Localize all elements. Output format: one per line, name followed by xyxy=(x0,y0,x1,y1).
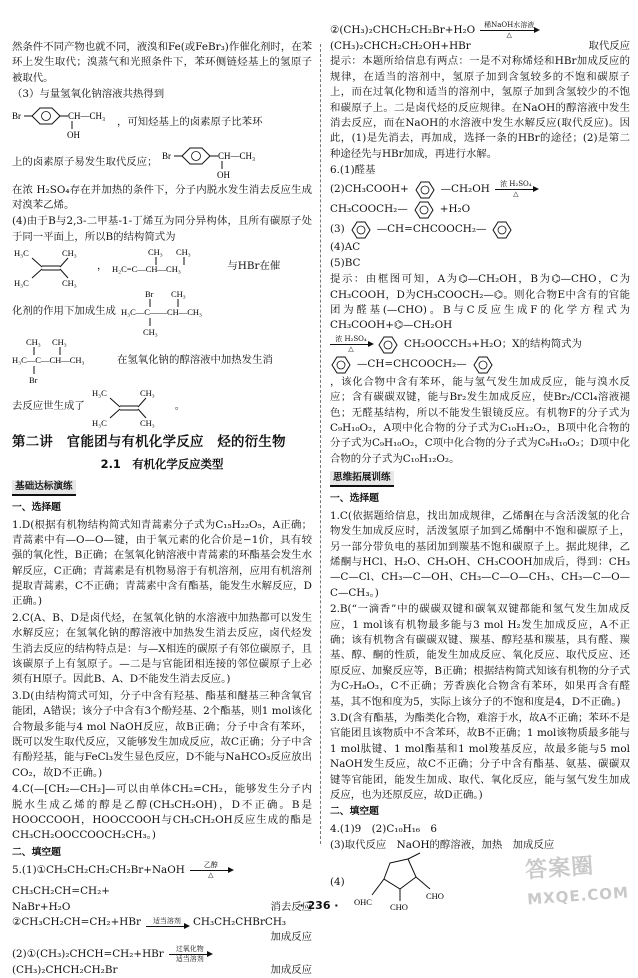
structure-row xyxy=(12,246,312,288)
aldehyde-label: CHO xyxy=(389,901,408,912)
section-box-label: 基础达标演练 xyxy=(12,480,76,496)
reaction-arrow xyxy=(330,336,372,353)
arrow-condition: △ xyxy=(513,190,519,199)
arrow-condition: 过氧化物 xyxy=(175,944,204,953)
structure-row xyxy=(12,143,312,183)
svg-text:H₃C: H₃C xyxy=(14,278,29,289)
text: 上的卤素原子易发生取代反应； xyxy=(12,155,158,168)
tetramethylethylene-structure xyxy=(90,386,170,428)
structure-text: —CH=CHCOOCH₂— xyxy=(357,358,467,371)
bromophenyl-ethanol-structure xyxy=(162,143,262,183)
reaction-equation xyxy=(12,963,312,978)
svg-text:Br: Br xyxy=(12,110,21,121)
text: 。 xyxy=(174,400,186,413)
bromo-dimethylbutane-structure xyxy=(121,288,221,336)
svg-text:H₂C=C—CH—CH₃: H₂C=C—CH—CH₃ xyxy=(112,264,182,275)
svg-text:OH: OH xyxy=(217,169,231,180)
svg-text:Br: Br xyxy=(29,375,38,386)
hint-paragraph: ，该化合物中含有苯环，能与氢气发生加成反应，能与溴水反应；含有碳碳双键，能与Br₂发生加成反应，使Br₂/CCl₄溶液褪色；无醛基结构，所以不能发生银镜反应。有机物F的分子式为C₉H₁₀O₂，A项中化合物的分子式为C₁₀H₁₂O₂，B项中化合物的分子式为C₉H₁₀O₂，C项中化合物的分子式为C₉H₁₀O₂；D项中化合物的分子式为C₁₀H₁₂O₂。 xyxy=(330,375,630,465)
subsection-heading: 一、选择题 xyxy=(330,493,379,505)
structure-row xyxy=(12,336,312,386)
svg-text:H₃C—C——CH—CH₃: H₃C—C——CH—CH₃ xyxy=(120,307,202,318)
svg-text:H₃C: H₃C xyxy=(14,248,29,259)
answer-item: (5)BC xyxy=(330,256,361,269)
page-number: · 236 · xyxy=(299,899,339,912)
answer-item: 6.(1)醛基 xyxy=(330,164,376,177)
arrow-condition: 浓 H₂SO₄ xyxy=(500,180,532,189)
reaction-type: 加成反应 xyxy=(270,963,312,976)
label: (4) xyxy=(330,875,345,888)
svg-text:H₃C: H₃C xyxy=(91,418,107,429)
reaction-equation xyxy=(12,946,312,963)
arrow-condition: 稀NaOH水溶液 xyxy=(484,21,535,29)
text: ，可知烃基上的卤素原子比苯环 xyxy=(117,115,263,128)
text: 提示：由框图可知，A为 xyxy=(330,273,459,286)
reaction-equation xyxy=(330,335,630,355)
text: CH₂OOCCH₃+H₂O；X的结构简式为 xyxy=(404,338,582,351)
arrow-condition: 乙醇 xyxy=(203,861,218,870)
reactants: ②CH₃CH₂CH=CH₂+HBr xyxy=(12,915,141,928)
column-divider xyxy=(320,44,321,844)
benzene-ring-icon xyxy=(491,220,513,240)
reaction-arrow xyxy=(480,22,538,39)
subsection-heading: 一、选择题 xyxy=(12,502,61,514)
paragraph: (4)由于B与2,3-二甲基-1-丁烯互为同分异构体，且所有碳原子处于同一平面上，所以B的结构简式为 xyxy=(12,215,312,243)
reaction-arrow xyxy=(169,946,211,963)
reaction-type: 消去反应 xyxy=(270,900,312,913)
benzene-ring-icon xyxy=(414,180,436,200)
structure-row xyxy=(330,220,630,240)
reactants: ②(CH₃)₂CHCH₂CH₂Br+H₂O xyxy=(330,23,476,36)
reaction-type: 取代反应 xyxy=(588,40,630,52)
benzene-ring-icon: ⌬ xyxy=(551,273,561,286)
answer-item: 4.C(—[CH₂—CH₂]—可以由单体CH₂=CH₂，能够发生分子内脱水生成乙烯的醇是乙醇(CH₃CH₂OH)，D不正确。B是HOOCCOOH，HOOCCOOH与CH₃CH₂OH反应生成的酯是CH₃CH₂OOCCOOCH₂CH₃。) xyxy=(12,783,312,842)
benzene-ring-icon xyxy=(350,220,372,240)
aldehyde-label: CHO xyxy=(425,890,444,901)
arrow-condition: △ xyxy=(506,31,512,39)
paragraph: 然条件不同产物也就不同，液溴和Fe(或FeBr₃)作催化剂时，在苯环上发生取代；溴蒸气和光照条件下，苯环侧链烃基上的氢原子被取代。 xyxy=(12,41,312,84)
text: 与HBr在催 xyxy=(227,260,281,273)
answer-item: 3.D(由结构简式可知，分子中含有羟基、酯基和醚基三种含氧官能团，A错误；该分子中含有3个酚羟基、2个酯基，则1 mol该化合物最多能与4 mol NaOH反应，故B正确；分子中含有苯环，既可以发生取代反应，又能够发生加成反应，故C正确；分子中含有酚羟基，能与FeCl₃发生显色反应，D不能与NaHCO₃反应放出CO₂，故D不正确。) xyxy=(12,689,312,779)
structure-text: —CH=CHCOOCH₂— xyxy=(376,222,487,235)
reactants: 5.(1)①CH₃CH₂CH₂CH₂Br+NaOH xyxy=(12,863,185,876)
answer-item: 2.B(“一滴香”中的碳碳双键和碳氧双键都能和氢气发生加成反应，1 mol该有机物最多能与3 mol H₂发生加成反应，A不正确；该有机物含有碳碳双键、羰基、醇羟基和羰基，具有醛、羰基、醇、酮的性质，能发生加成反应、氧化反应、取代反应、还原反应、加聚反应等，B正确；根据结构简式知该有机物的分子式为C₇H₈O₃，C不正确；芳香族化合物含有苯环，如果再含有醛基，其不饱和度为5，实际上该分子的不饱和度是4，D不正确。) xyxy=(330,603,630,708)
arrow-condition: 适当溶剂 xyxy=(152,916,181,925)
text: （3）与量氢氧化钠溶液共热得到 xyxy=(12,88,165,101)
answer-item: 4.(1)9 (2)C₁₀H₁₆ 6 xyxy=(330,822,438,835)
products: (CH₃)₂CHCH₂CH₂OH+HBr xyxy=(330,40,471,52)
svg-text:CH₃: CH₃ xyxy=(176,247,192,258)
text: —CH₂OH xyxy=(403,319,453,332)
text: —CHO，C为CH₃COOH，D为CH₃COOCH₂— xyxy=(330,273,630,301)
products: (CH₃)₂CHCH₂CH₂Br xyxy=(12,963,118,976)
section-title: 2.1 有机化学反应类型 xyxy=(100,456,224,471)
paragraph-with-structure xyxy=(12,87,312,102)
watermark-logo xyxy=(524,849,629,911)
hint-paragraph: 提示：本题所给信息有两点：一是不对称烯烃和HBr加成反应的规律，在适当的溶剂中，氢原子加到含氢较多的不饱和碳原子上，而在过氧化物和适当的溶剂中，氢原子加到含氢较少的不饱和碳原子上。二是卤代烃的反应规律。在NaOH的醇溶液中发生消去反应，而在NaOH的水溶液中发生水解反应(取代反应)。因此，(1)是先消去，再加成，选择一条的HBr的途径；(2)是第二种途径先与HBr加成，再进行水解。 xyxy=(330,55,630,160)
svg-text:Br: Br xyxy=(144,289,154,300)
svg-text:CH₃: CH₃ xyxy=(142,327,158,338)
benzene-ring-icon xyxy=(413,200,435,220)
benzene-ring-icon xyxy=(330,355,352,375)
text: 化剂的作用下加成生成 xyxy=(12,305,116,318)
watermark-text: MXQE.COM xyxy=(526,882,630,909)
products: NaBr+H₂O xyxy=(12,900,71,913)
answer-item: (4)AC xyxy=(330,240,361,253)
bromo-dimethylbutane-alt-structure xyxy=(12,336,112,386)
answer-item: 1.C(依据题给信息，找出加成规律，乙烯酮在与含活泼氢的化合物发生加成反应时，活泼氢原子加到乙烯酮中不饱和碳原子上，另一部分带负电的基团加到羰基不饱和碳原子上。据此规律，乙烯酮与HCl、H₂O、CH₃OH、CH₃COOH加成后，得到：CH₃—C—Cl、CH₃—C—OH、CH₃—C—O—CH₃、CH₃—C—O—C—CH₃。) xyxy=(330,509,630,599)
products: CH₃CH₂CHBrCH₃ xyxy=(192,915,287,928)
products: CH₃CH₂CH=CH₂+ xyxy=(12,885,110,898)
reaction-equation xyxy=(12,915,312,930)
svg-text:CH₃: CH₃ xyxy=(148,247,164,258)
reaction-equation xyxy=(12,930,312,945)
aldehyde-label: OHC xyxy=(353,896,372,907)
watermark-text: 答案圈 xyxy=(524,853,596,884)
dimethylbutene-structure xyxy=(112,246,222,288)
answer-item: 2.C(A、B、D是卤代烃，在氢氧化钠的水溶液中加热都可以发生水解反应；在氢氧化钠的醇溶液中加热发生消去反应，卤代烃发生消去反应的结构特点是：与—X相连的碳原子有邻位碳原子，且该碳原子上有氢原子。—二是与官能团相连接的邻位碳原子上必须有H原子。因此B、A、D不能发生消去反应。) xyxy=(12,611,312,686)
structure-row xyxy=(12,386,312,428)
benzene-ring-icon: ⌬ xyxy=(458,273,468,286)
reaction-arrow xyxy=(495,181,537,198)
answer-item: 1.D(根据有机物结构简式知青蒿素分子式为C₁₅H₂₂O₅，A正确；青蒿素中有—O—O—键，由于氧元素的化合价是−1价，具有较强的氧化性，B正确；在氢氧化钠溶液中青蒿素的环酯基会发生水解反应，C正确；青蒿素是有机物易溶于有机溶剂，应用有机溶剂提取青蒿素，C不正确；青蒿素中含有酯基，能发生水解反应，D正确。) xyxy=(12,518,312,608)
svg-text:CH₃: CH₃ xyxy=(26,337,41,348)
reaction-type: 加成反应 xyxy=(270,931,312,944)
svg-text:CH—CH₃: CH—CH₃ xyxy=(218,150,256,161)
products: CH₃COOCH₂— xyxy=(330,202,408,215)
answer-item: (3)取代反应 NaOH的醇溶液，加热 加成反应 xyxy=(330,839,555,852)
benzene-ring-icon xyxy=(377,335,399,355)
reaction-equation xyxy=(330,22,630,39)
lesson-title: 第二讲 官能团与有机化学反应 烃的衍生物 xyxy=(12,435,286,451)
benzene-ring-icon: ⌬ xyxy=(393,319,404,332)
svg-text:CH₃: CH₃ xyxy=(62,278,77,289)
svg-text:H₃C: H₃C xyxy=(91,388,107,399)
svg-text:CH₃: CH₃ xyxy=(52,337,67,348)
structure-row xyxy=(12,103,312,143)
svg-text:CH₃: CH₃ xyxy=(139,418,155,429)
svg-text:CH₃: CH₃ xyxy=(139,388,155,399)
text: 去反应世生成了 xyxy=(12,400,85,413)
bromophenyl-ethanol-structure xyxy=(12,103,112,143)
subsection-heading: 二、填空题 xyxy=(12,846,61,858)
left-column xyxy=(12,40,312,976)
svg-text:H₃C—C—CH—CH₃: H₃C—C—CH—CH₃ xyxy=(12,355,85,366)
arrow-condition: △ xyxy=(348,345,354,354)
structure-row xyxy=(330,355,630,375)
svg-text:CH₃: CH₃ xyxy=(62,248,77,259)
reaction-arrow xyxy=(146,918,188,928)
tetramethylethylene-structure xyxy=(12,246,92,288)
svg-text:CH—CH₃: CH—CH₃ xyxy=(68,110,106,121)
svg-text:CH₃: CH₃ xyxy=(170,289,186,300)
reactants: —CH₂OH xyxy=(440,182,490,195)
text: —CH₂OH，B为 xyxy=(467,273,552,286)
subsection-heading: 二、填空题 xyxy=(330,806,379,818)
arrow-condition: △ xyxy=(208,871,214,880)
svg-text:OH: OH xyxy=(67,129,80,140)
reaction-equation xyxy=(330,200,630,220)
benzene-ring-icon xyxy=(472,355,494,375)
structure-row xyxy=(12,288,312,336)
reaction-equation xyxy=(330,39,630,54)
text: 在氢氧化钠的醇溶液中加热发生消 xyxy=(117,354,273,367)
text: ， xyxy=(97,260,108,273)
arrow-condition: 浓 H₂SO₄ xyxy=(335,335,367,344)
reaction-arrow xyxy=(190,862,232,879)
reaction-equation xyxy=(12,862,312,899)
hint-paragraph xyxy=(330,272,630,334)
paragraph: 在浓 H₂SO₄存在并加热的条件下，分子内脱水发生消去反应生成对溴苯乙烯。 xyxy=(12,183,312,211)
reactants: (2)①(CH₃)₂CHCH=CH₂+HBr xyxy=(12,947,164,960)
reactants: (2)CH₃COOH+ xyxy=(330,182,409,195)
benzene-ring-icon: ⌬ xyxy=(493,288,503,301)
text: 。则化合物E中含有的官能团为醛基(—CHO)。B与C反应生成F的化学方程式为CH₃COOH+ xyxy=(330,288,630,332)
label: (3) xyxy=(330,222,345,235)
reaction-equation xyxy=(330,180,630,200)
section-box-label: 思维拓展训练 xyxy=(330,471,394,487)
arrow-condition: 适当溶剂 xyxy=(175,954,204,963)
answer-item: 3.D(含有酯基，为酯类化合物，难溶于水，故A不正确；苯环不是官能团且该物质中不含苯环，故B不正确；1 mol该物质最多能与1 mol肽键、1 mol酯基和1 mol羧基反应，故最多能与5 mol NaOH发生反应，故C不正确；分子中含有酯基、氨基、碳碳双键等官能团，能发生加成、取代、氧化反应，能与氢气发生加成反应，也为还原反应，故D正确。) xyxy=(330,711,630,801)
svg-text:Br: Br xyxy=(162,150,172,161)
products: +H₂O xyxy=(439,202,471,215)
